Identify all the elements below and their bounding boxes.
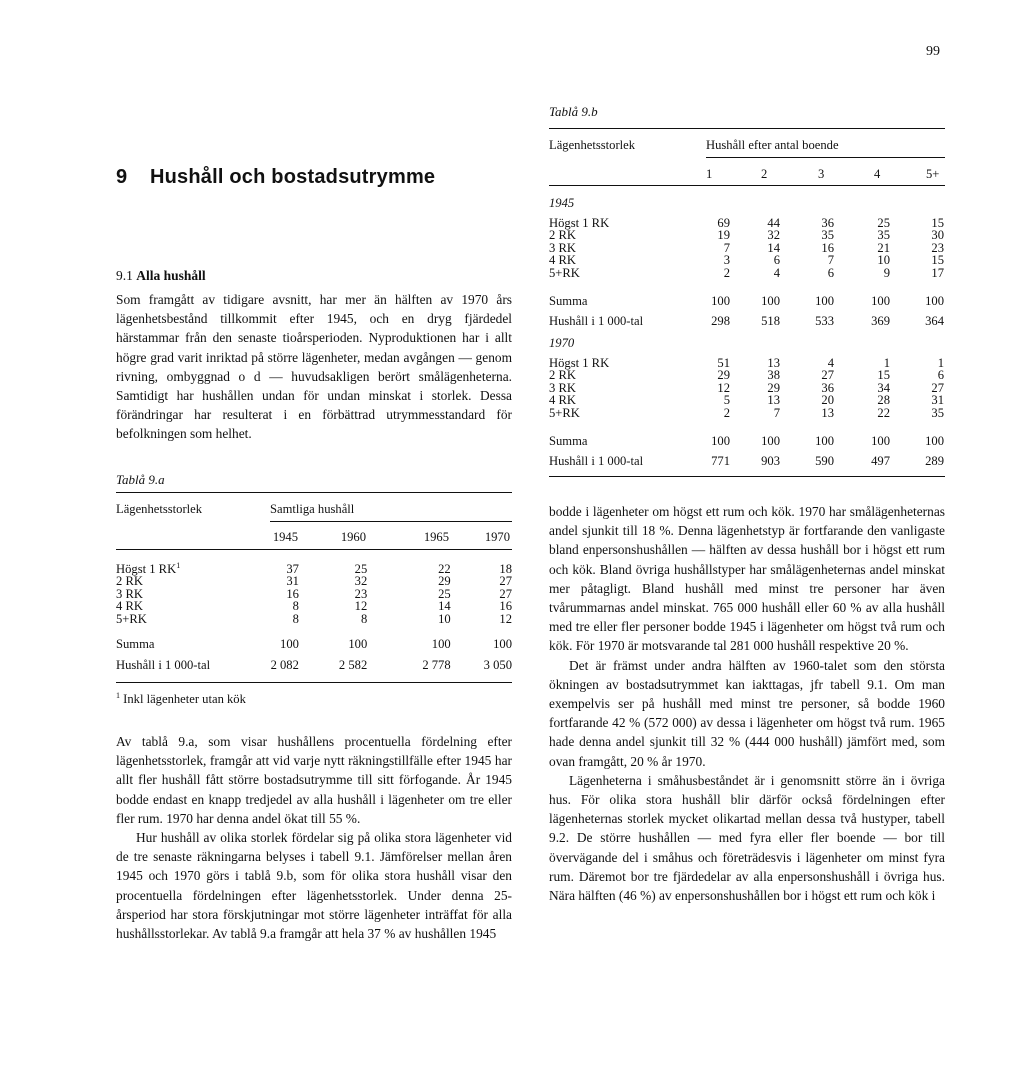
cell-value: 23 <box>354 586 368 601</box>
cell-value: 100 <box>431 637 451 651</box>
cell-value: 1 <box>883 356 890 370</box>
row-label: Högst 1 $RK^1$ <box>116 561 181 576</box>
row-label: Högst 1 RK <box>549 216 610 230</box>
row-label: Hushåll i 1 000-tal <box>116 658 211 672</box>
cell-value: 590 <box>815 454 834 468</box>
table-b-size-header: 1 <box>706 167 713 181</box>
table-b-size-header: 3 <box>818 167 825 181</box>
row-label: Summa <box>549 434 588 448</box>
cell-value: 35 <box>877 228 890 243</box>
cell-value: 25 <box>354 562 368 576</box>
cell-value: 7 <box>773 405 780 420</box>
intro-paragraph: Som framgått av tidigare avsnitt, har mer än hälften av 1970 års lägenhetsbestånd tillkommit efter 1945, och en dryg fjärdedel härstammar från den senaste tioårsperioden. Nyproduktionen har i allt högre grad varit inriktad på större lägenheter, medan avgången — genom rivning, ombyggnad o d — huvudsakligen berört smålägenheterna. Samtidigt har hushållen undan för undan minskat i storlek. Dessa förändringar har resulterat i en förbättrad utrymmesstandard för befolkningen som helhet. <box>116 292 512 442</box>
table-a-year-header: 1945 <box>272 530 298 544</box>
body-paragraph: bodde i lägenheter om högst ett rum och kök. 1970 har smålägenheternas andel sjunkit till 18 %. Denna lägenhetstyp är fortfarande den vanligaste bland enpersonshushållen — hälften av dessa hushåll bor i högst ett rum och kök. Bland övriga hushållstyper har smålägenheternas andel minskat mer påtagligt. Bland hushåll med minst tre personer har även tvårummarnas andel minskat. 765 000 hushåll eller 60 % av alla hushåll med tre eller fler personer bodde 1945 i lägenheter om högst två rum och kök. För 1970 är motsvarande tal 281 000 hushåll respektive 20 %. <box>549 504 945 654</box>
table-a-group-rule <box>270 521 512 522</box>
table-a-header-rule <box>116 549 512 550</box>
table-row <box>116 588 512 600</box>
table-a-year-header: 1970 <box>484 530 510 544</box>
cell-value: 36 <box>821 216 834 230</box>
row-label: 4 RK <box>116 599 143 614</box>
table-b-top-rule <box>549 128 945 129</box>
footnote-mark: 1 <box>116 691 120 700</box>
cell-value: 369 <box>871 314 890 328</box>
row-label: Hushåll i 1 000-tal <box>549 454 644 468</box>
body-paragraph: Lägenheterna i småhusbeståndet är i genomsnitt större än i övriga hus. För olika stora hushåll blir därför också fördelningen efter lägenheternas storlek mycket olikartad mellan dessa två hustyper, tabell 9.2. De större hushållen — med fyra eller fler boende — bor till övervägande del i småhus och företrädesvis i lägenheter om minst fyra rum. Däremot bor tre fjärdedelar av alla enpersonshushåll i övriga hus. Nära hälften (46 %) av enpersonshushållen bor i högst ett rum och kök i <box>549 772 945 904</box>
cell-value: 2 778 <box>422 658 451 672</box>
cell-value: 9 <box>883 265 890 280</box>
row-label: 3 RK <box>549 240 576 255</box>
row-label: 2 RK <box>549 228 576 243</box>
cell-value: 51 <box>717 356 730 370</box>
table-a-body <box>116 563 512 625</box>
cell-value: 3 050 <box>483 658 512 672</box>
cell-value: 37 <box>286 562 299 576</box>
table-a-footnote <box>116 692 246 707</box>
cell-value: 21 <box>877 240 890 255</box>
body-paragraph: Hur hushåll av olika storlek fördelar sig på olika stora lägenheter vid de tre senaste räkningarna belyses i tabell 9.1. Jämförelser mellan åren 1945 och 1970 görs i tablå 9.b, som för olika stora hushåll visar den procentuella fördelningen efter lägenhetsstorlek. Under denna 25-årsperiod har stora förskjutningar mot större lägenheter inträffat för alla hushållsstorlekar. Av tablå 9.a framgår att hela 37 % av hushållen 1945 <box>116 830 512 942</box>
cell-value: 32 <box>767 228 780 243</box>
cell-value: 100 <box>761 434 780 448</box>
cell-value: 30 <box>931 228 944 243</box>
cell-value: 6 <box>937 368 944 383</box>
footnote-mark: 1 <box>176 561 181 570</box>
cell-value: 12 <box>499 611 512 626</box>
body-paragraph: Av tablå 9.a, som visar hushållens procentuella fördelning efter lägenhetsstorlek, framgår att vid varje nytt räkningstillfälle efter 1945 har allt fler hushåll fått större bostadsutrymme till sitt förfogande. År 1945 bodde endast en knapp tredjedel av alla hushåll i lägenheter om tre eller fler rum. 1970 har denna andel ökat till 55 %. <box>116 734 512 826</box>
section-number: 9.1 <box>116 268 133 283</box>
page-number: 99 <box>926 44 940 59</box>
cell-value: 36 <box>821 380 834 395</box>
table-a-summa <box>116 638 512 650</box>
cell-value: 38 <box>767 368 780 383</box>
table-row <box>116 575 512 587</box>
chapter-heading <box>116 166 435 189</box>
cell-value: 100 <box>925 294 944 308</box>
cell-value: 16 <box>286 586 299 601</box>
cell-value: 7 <box>723 240 730 255</box>
cell-value: 8 <box>292 599 299 614</box>
cell-value: 289 <box>925 454 944 468</box>
cell-value: 18 <box>499 562 512 576</box>
cell-value: 35 <box>931 405 944 420</box>
cell-value: 8 <box>292 611 299 626</box>
table-b-group-rule <box>706 157 945 158</box>
cell-value: 28 <box>877 393 890 408</box>
row-label: 4 RK <box>549 253 576 268</box>
table-row <box>116 659 512 671</box>
cell-value: 23 <box>931 240 944 255</box>
section-title: Alla hushåll <box>136 268 206 283</box>
cell-value: 6 <box>827 265 834 280</box>
row-label: Hushåll i 1 000-tal <box>549 314 644 328</box>
cell-value: 15 <box>877 368 890 383</box>
row-label: Summa <box>116 637 155 651</box>
cell-value: 100 <box>493 637 512 651</box>
cell-value: 31 <box>286 574 299 589</box>
cell-value: 25 <box>438 586 451 601</box>
cell-value: 22 <box>438 562 451 576</box>
row-label: 5+RK <box>116 611 147 626</box>
cell-value: 13 <box>821 405 834 420</box>
cell-value: 17 <box>931 265 944 280</box>
table-a-caption: Tablå 9.a <box>116 472 165 487</box>
row-label: 3 RK <box>116 586 143 601</box>
table-row <box>116 638 512 650</box>
cell-value: 31 <box>931 393 944 408</box>
cell-value: 100 <box>925 434 944 448</box>
cell-value: 5 <box>723 393 730 408</box>
table-a-hushall <box>116 659 512 671</box>
cell-value: 12 <box>717 380 730 395</box>
cell-value: 12 <box>354 599 368 614</box>
cell-value: 27 <box>931 380 944 395</box>
footnote-text: Inkl lägenheter utan kök <box>123 692 246 706</box>
cell-value: 14 <box>438 599 451 614</box>
cell-value: 518 <box>761 314 780 328</box>
cell-value: 27 <box>499 574 512 589</box>
cell-value: 22 <box>877 405 890 420</box>
table-b-bottom-rule <box>549 476 945 477</box>
cell-value: 19 <box>717 228 730 243</box>
cell-value: 100 <box>871 294 890 308</box>
body-paragraph: Det är främst under andra hälften av 1960-talet som den största ökningen av bostadsutrymmet kan iakttagas, jfr tabell 9.1. Om man exempelvis ser på hushåll med minst tre personer, så bodde 1960 fortfarande 42 % (572 000) av dessa i lägenheter om högst två rum. 1965 hade denna andel sjunkit till 32 % (444 000 hushåll) jämfört med, som ovan framgått, 20 % år 1970. <box>549 657 945 769</box>
cell-value: 35 <box>821 228 834 243</box>
cell-value: 4 <box>773 265 780 280</box>
cell-value: 27 <box>821 368 834 383</box>
cell-value: 25 <box>877 216 890 230</box>
cell-value: 298 <box>711 314 730 328</box>
row-label: 3 RK <box>549 380 576 395</box>
cell-value: 100 <box>280 637 299 651</box>
table-a-year-header: 1965 <box>423 530 449 544</box>
cell-value: 100 <box>871 434 890 448</box>
table-b-size-header: 5+ <box>926 167 940 181</box>
table-b-header-rule <box>549 185 945 186</box>
cell-value: 8 <box>360 611 368 626</box>
row-label: 2 RK <box>549 368 576 383</box>
table-row <box>116 600 512 612</box>
table-a-col-header: Lägenhetsstorlek <box>116 502 203 516</box>
cell-value: 13 <box>767 356 780 370</box>
cell-value: 2 <box>723 265 730 280</box>
cell-value: 10 <box>438 611 451 626</box>
cell-value: 10 <box>877 253 890 268</box>
cell-value: 29 <box>717 368 730 383</box>
cell-value: 3 <box>723 253 730 268</box>
cell-value: 15 <box>931 253 944 268</box>
cell-value: 100 <box>815 294 834 308</box>
cell-value: 20 <box>821 393 834 408</box>
cell-value: 100 <box>761 294 780 308</box>
table-row <box>116 613 512 625</box>
table-a-bottom-rule <box>116 682 512 683</box>
cell-value: 34 <box>877 380 890 395</box>
row-label: 5+RK <box>549 265 580 280</box>
table-b-size-header: 4 <box>874 167 881 181</box>
table-a-group-header: Samtliga hushåll <box>270 502 355 516</box>
row-label: 4 RK <box>549 393 576 408</box>
right-body-text <box>549 502 945 905</box>
cell-value: 16 <box>821 240 834 255</box>
cell-value: 29 <box>438 574 451 589</box>
table-b-col-header: Lägenhetsstorlek <box>549 138 636 152</box>
cell-value: 100 <box>711 294 730 308</box>
row-label: Summa <box>549 294 588 308</box>
table-b-group-header: Hushåll efter antal boende <box>706 138 839 152</box>
chapter-number: 9 <box>116 166 128 188</box>
chapter-title: Hushåll och bostadsutrymme <box>150 166 436 188</box>
row-label: 2 RK <box>116 574 143 589</box>
cell-value: 32 <box>354 574 368 589</box>
cell-value: 2 082 <box>270 658 299 672</box>
cell-value: 7 <box>827 253 834 268</box>
cell-value: 2 582 <box>338 658 368 672</box>
left-body-text <box>116 732 512 943</box>
table-a-year-header: 1960 <box>340 530 366 544</box>
table-b-size-header: 2 <box>761 167 768 181</box>
cell-value: 69 <box>717 216 730 230</box>
cell-value: 27 <box>499 586 512 601</box>
cell-value: 4 <box>827 356 834 370</box>
cell-value: 364 <box>925 314 944 328</box>
cell-value: 100 <box>348 637 368 651</box>
cell-value: 533 <box>815 314 834 328</box>
cell-value: 15 <box>931 216 944 230</box>
cell-value: 14 <box>767 240 780 255</box>
cell-value: 1 <box>937 356 944 370</box>
cell-value: 6 <box>773 253 780 268</box>
cell-value: 903 <box>761 454 780 468</box>
cell-value: 497 <box>871 454 890 468</box>
row-label: Högst 1 RK <box>549 356 610 370</box>
row-label: 5+RK <box>549 405 580 420</box>
cell-value: 16 <box>499 599 512 614</box>
table-a-top-rule <box>116 492 512 493</box>
table-b-year-label: 1945 <box>549 196 575 210</box>
table-row <box>116 563 512 575</box>
cell-value: 100 <box>711 434 730 448</box>
cell-value: 29 <box>767 380 780 395</box>
cell-value: 13 <box>767 393 780 408</box>
cell-value: 2 <box>723 405 730 420</box>
table-b-year-label: 1970 <box>549 336 575 350</box>
section-heading <box>116 268 206 284</box>
cell-value: 771 <box>711 454 730 468</box>
cell-value: 100 <box>815 434 834 448</box>
table-b-caption: Tablå 9.b <box>549 104 598 119</box>
cell-value: 44 <box>767 216 780 230</box>
